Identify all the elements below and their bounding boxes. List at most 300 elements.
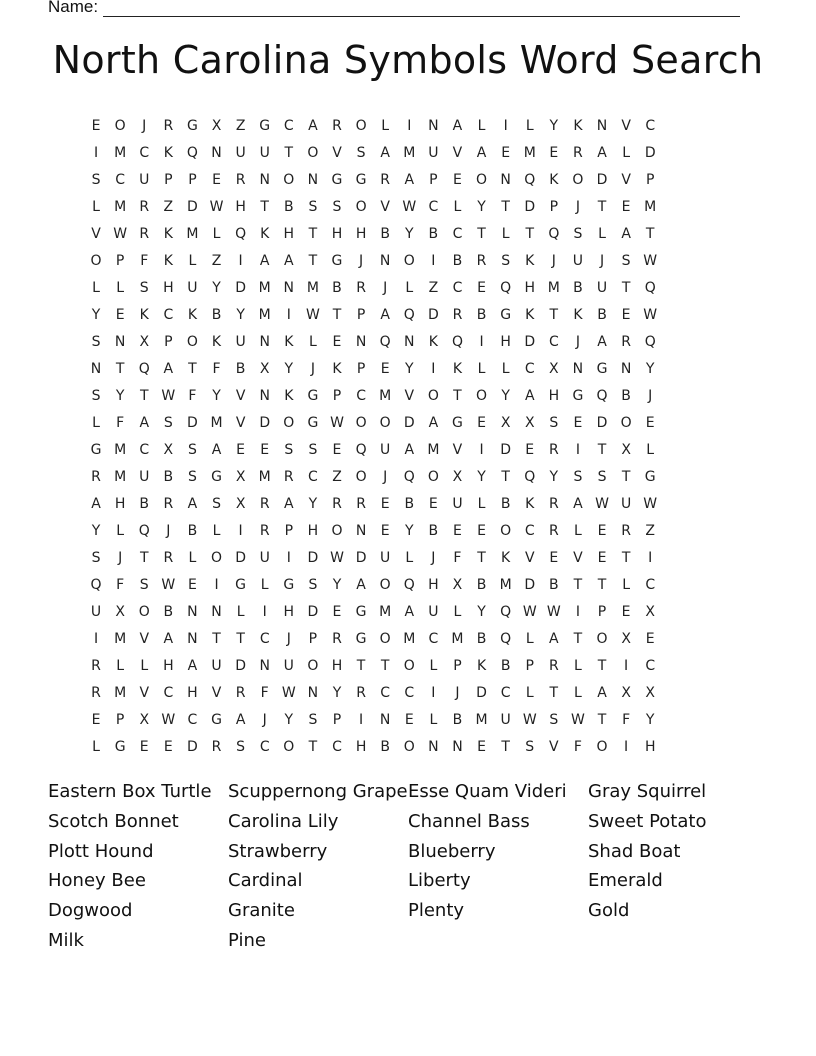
grid-letter: I [238,252,243,269]
grid-letter: Y [501,387,510,404]
grid-letter: R [332,630,342,647]
grid-letter: R [548,657,559,674]
grid-letter: S [525,738,535,755]
grid-letter: O [355,414,367,431]
grid-letter: Q [500,630,512,647]
grid-letter: Y [477,468,486,485]
grid-letter: B [621,387,631,404]
grid-letter: N [355,522,367,539]
grid-letter: F [260,684,269,701]
grid-letter: X [524,414,535,431]
grid-letter: S [139,279,149,296]
grid-letter: J [118,549,123,566]
grid-letter: G [355,603,367,620]
grid-letter: O [403,657,415,674]
grid-letter: A [284,495,294,512]
grid-letter: N [452,738,463,755]
grid-letter: P [308,630,318,647]
grid-letter: C [139,144,150,161]
grid-letter: A [163,630,174,647]
grid-letter: G [331,171,343,188]
grid-letter: V [235,387,246,404]
grid-letter: C [428,198,439,215]
grid-letter: R [91,468,101,485]
grid-letter: R [548,495,559,512]
grid-letter: T [501,738,510,755]
grid-letter: T [549,306,559,323]
grid-letter: W [595,495,609,512]
grid-letter: B [380,738,390,755]
grid-letter: E [332,333,342,350]
grid-letter: T [621,468,631,485]
grid-letter: L [622,576,631,593]
grid-letter: G [259,117,271,134]
grid-letter: B [549,576,559,593]
grid-letter: L [574,657,582,674]
grid-letter: Z [428,279,439,296]
word-bank-item: Blueberry [408,840,496,862]
grid-letter: S [91,171,101,188]
grid-letter: Q [355,441,367,458]
grid-letter: R [139,225,150,242]
grid-letter: O [283,738,295,755]
grid-letter: D [307,603,319,620]
grid-letter: W [330,414,344,431]
grid-letter: K [187,306,198,323]
grid-letter: R [356,684,366,701]
grid-letter: I [503,117,508,134]
grid-letter: L [453,603,462,620]
grid-letter: S [212,495,221,512]
grid-letter: R [621,333,631,350]
grid-letter: N [572,360,584,377]
grid-letter: D [355,549,367,566]
grid-letter: O [620,414,632,431]
grid-letter: Y [308,495,318,512]
grid-row [84,571,662,598]
grid-letter: L [622,144,631,161]
grid-letter: S [91,387,101,404]
grid-letter: W [402,198,417,215]
grid-letter: N [404,333,415,350]
grid-row [84,139,662,166]
grid-letter: G [307,414,319,431]
grid-letter: T [356,657,366,674]
grid-letter: R [235,684,246,701]
grid-letter: M [114,441,127,458]
grid-letter: G [90,441,102,458]
grid-letter: Y [236,306,245,323]
grid-letter: M [210,414,223,431]
grid-letter: U [187,279,198,296]
grid-letter: A [621,225,631,242]
grid-letter: N [283,279,295,296]
grid-letter: L [405,549,414,566]
grid-letter: N [500,171,511,188]
grid-letter: A [284,252,294,269]
grid-letter: V [332,144,342,161]
grid-letter: I [648,549,653,566]
grid-letter: M [379,387,392,404]
grid-letter: Q [500,279,512,296]
grid-letter: Y [284,360,294,377]
grid-letter: O [476,387,488,404]
grid-letter: S [573,225,583,242]
grid-row [84,166,662,193]
grid-letter: Y [332,576,342,593]
grid-letter: W [522,603,537,620]
grid-letter: T [597,198,607,215]
grid-letter: Q [500,603,512,620]
grid-letter: E [573,414,583,431]
grid-letter: T [597,441,607,458]
grid-letter: H [355,225,367,242]
grid-letter: G [307,387,319,404]
grid-letter: T [573,630,583,647]
grid-letter: R [476,252,487,269]
grid-letter: A [549,630,559,647]
grid-letter: D [307,549,319,566]
grid-letter: G [355,171,367,188]
grid-letter: C [404,684,415,701]
grid-letter: E [477,522,486,539]
grid-row [84,544,662,571]
grid-letter: P [356,306,366,323]
grid-letter: E [621,603,631,620]
grid-letter: B [500,495,511,512]
grid-letter: X [549,360,559,377]
grid-letter: T [645,225,655,242]
grid-letter: H [548,387,560,404]
grid-letter: L [574,522,582,539]
grid-letter: I [286,306,291,323]
grid-letter: E [477,279,486,296]
grid-letter: K [525,306,535,323]
grid-letter: C [645,576,656,593]
grid-letter: C [428,630,439,647]
grid-letter: V [139,630,150,647]
grid-letter: L [598,225,606,242]
grid-letter: T [453,387,462,404]
grid-letter: W [571,711,585,728]
word-bank-item: Scotch Bonnet [48,810,179,832]
grid-letter: A [404,603,415,620]
grid-row [84,706,662,733]
grid-letter: P [115,252,125,269]
grid-letter: G [355,630,367,647]
grid-letter: T [549,684,559,701]
grid-letter: W [161,576,176,593]
grid-letter: I [238,522,243,539]
grid-letter: V [452,144,463,161]
grid-letter: G [283,576,295,593]
grid-letter: M [258,306,271,323]
grid-letter: S [549,711,559,728]
grid-letter: Q [596,387,608,404]
grid-letter: S [549,414,559,431]
word-bank-item: Carolina Lily [228,810,339,832]
grid-letter: J [455,684,460,701]
grid-letter: R [139,198,150,215]
grid-letter: N [620,360,632,377]
grid-letter: G [572,387,584,404]
grid-letter: T [139,387,149,404]
word-bank-item: Emerald [588,870,663,892]
grid-letter: R [91,684,101,701]
grid-letter: X [500,414,511,431]
grid-letter: W [643,495,658,512]
grid-letter: U [139,171,150,188]
grid-letter: I [431,252,436,269]
grid-letter: O [283,414,295,431]
grid-letter: A [187,657,198,674]
grid-letter: X [452,576,463,593]
grid-letter: C [187,711,198,728]
grid-letter: V [549,738,559,755]
grid-letter: Y [404,225,414,242]
grid-letter: E [380,495,390,512]
grid-letter: Q [379,333,391,350]
grid-letter: D [427,306,439,323]
grid-letter: Y [549,117,559,134]
grid-letter: N [259,333,270,350]
grid-letter: X [235,495,246,512]
grid-letter: H [644,738,656,755]
grid-letter: E [645,414,655,431]
grid-letter: E [621,198,631,215]
grid-letter: H [163,279,174,296]
grid-letter: U [428,144,439,161]
grid-letter: L [116,657,125,674]
grid-letter: Y [645,360,655,377]
grid-letter: G [211,711,222,728]
grid-row [84,679,662,706]
grid-row [84,463,662,490]
grid-letter: A [597,144,607,161]
grid-letter: P [597,603,607,620]
grid-letter: H [307,522,319,539]
grid-letter: P [453,657,462,674]
grid-letter: O [211,549,223,566]
grid-letter: V [380,198,390,215]
grid-letter: O [403,252,415,269]
name-label: Name: [48,0,99,16]
grid-letter: T [501,468,510,485]
name-field [48,0,740,17]
grid-letter: D [644,144,656,161]
grid-letter: L [140,657,149,674]
word-bank-item: Sweet Potato [588,810,707,832]
grid-letter: D [524,198,536,215]
grid-letter: E [236,441,246,458]
grid-letter: C [308,468,318,485]
grid-letter: D [187,738,198,755]
grid-letter: Q [451,333,463,350]
grid-letter: E [549,549,559,566]
grid-letter: Q [138,522,150,539]
grid-letter: C [524,522,535,539]
grid-letter: K [476,657,487,674]
grid-letter: L [453,198,462,215]
grid-letter: S [91,549,101,566]
grid-letter: A [597,684,607,701]
grid-letter: Y [404,360,414,377]
grid-letter: V [524,549,535,566]
grid-letter: S [501,252,511,269]
grid-letter: K [573,117,583,134]
grid-letter: H [235,198,246,215]
word-bank-item: Plott Hound [48,840,154,862]
word-bank-item: Channel Bass [408,810,530,832]
grid-letter: X [621,684,631,701]
grid-letter: M [258,468,271,485]
grid-letter: L [92,279,100,296]
word-bank-item: Gray Squirrel [588,781,707,802]
grid-letter: U [596,279,608,296]
grid-letter: Y [115,387,125,404]
grid-letter: Z [645,522,655,539]
grid-letter: O [500,522,512,539]
grid-letter: K [260,225,270,242]
grid-letter: U [235,144,246,161]
grid-letter: R [163,495,174,512]
grid-letter: M [644,198,657,215]
grid-letter: W [522,711,537,728]
grid-letter: D [476,684,487,701]
grid-letter: J [599,252,605,269]
grid-letter: R [91,657,101,674]
grid-letter: L [477,495,486,512]
grid-letter: T [308,225,318,242]
grid-row [84,517,662,544]
page-title: North Carolina Symbols Word Search [52,38,764,82]
grid-letter: W [546,603,561,620]
grid-letter: N [187,630,198,647]
grid-letter: L [429,711,438,728]
grid-letter: Q [644,279,656,296]
grid-letter: M [547,279,560,296]
grid-letter: L [477,360,486,377]
grid-letter: R [332,495,342,512]
grid-letter: L [525,117,534,134]
grid-letter: H [163,657,174,674]
grid-letter: E [332,441,342,458]
grid-row [84,220,662,247]
grid-letter: B [235,360,246,377]
grid-letter: E [187,576,197,593]
grid-letter: Q [138,360,150,377]
grid-letter: X [259,360,270,377]
grid-letter: E [549,144,559,161]
grid-letter: A [91,495,101,512]
grid-letter: A [404,441,415,458]
grid-letter: O [596,738,608,755]
grid-letter: U [428,603,439,620]
grid-letter: G [211,468,222,485]
grid-letter: X [235,468,246,485]
grid-letter: J [648,387,653,404]
grid-letter: S [356,144,366,161]
grid-letter: B [139,495,150,512]
grid-letter: Z [211,252,222,269]
grid-letter: X [163,441,174,458]
grid-letter: O [355,198,367,215]
grid-letter: Y [91,522,101,539]
grid-letter: A [211,441,222,458]
grid-letter: K [452,360,463,377]
grid-letter: Y [645,711,655,728]
grid-letter: C [524,360,535,377]
grid-letter: S [187,441,197,458]
grid-letter: I [407,117,412,134]
grid-row [84,652,662,679]
grid-letter: X [645,684,655,701]
grid-letter: P [549,198,559,215]
grid-letter: L [646,441,655,458]
grid-letter: T [525,225,535,242]
grid-letter: L [525,684,534,701]
grid-letter: V [621,171,631,188]
grid-letter: P [356,360,366,377]
grid-letter: N [259,657,270,674]
grid-letter: F [212,360,221,377]
grid-letter: T [115,360,125,377]
grid-letter: T [621,279,631,296]
grid-letter: T [139,549,149,566]
grid-letter: L [92,198,100,215]
grid-letter: R [380,171,391,188]
grid-letter: W [643,306,658,323]
grid-letter: B [476,630,487,647]
grid-letter: E [645,630,655,647]
grid-letter: K [549,171,559,188]
grid-letter: D [259,414,271,431]
grid-letter: B [211,306,222,323]
grid-letter: C [259,738,270,755]
grid-letter: P [645,171,655,188]
grid-letter: G [186,117,198,134]
grid-letter: O [476,171,488,188]
grid-letter: R [163,117,174,134]
grid-letter: B [452,252,463,269]
grid-letter: T [380,657,390,674]
grid-letter: C [115,171,126,188]
word-bank [48,777,768,956]
grid-letter: R [573,144,583,161]
grid-letter: C [500,684,511,701]
grid-letter: A [235,711,246,728]
grid-letter: N [307,171,319,188]
grid-letter: A [476,144,487,161]
grid-row [84,490,662,517]
grid-row [84,409,662,436]
grid-letter: R [548,522,559,539]
grid-letter: B [428,522,439,539]
grid-letter: W [161,387,176,404]
grid-letter: T [597,576,607,593]
grid-letter: W [113,225,128,242]
grid-letter: N [596,117,608,134]
grid-letter: N [259,387,270,404]
grid-letter: D [235,549,246,566]
grid-letter: O [138,603,150,620]
grid-row [84,382,662,409]
grid-letter: M [523,144,536,161]
grid-letter: D [235,657,246,674]
grid-letter: E [332,603,342,620]
grid-letter: I [624,657,629,674]
grid-letter: N [428,117,439,134]
